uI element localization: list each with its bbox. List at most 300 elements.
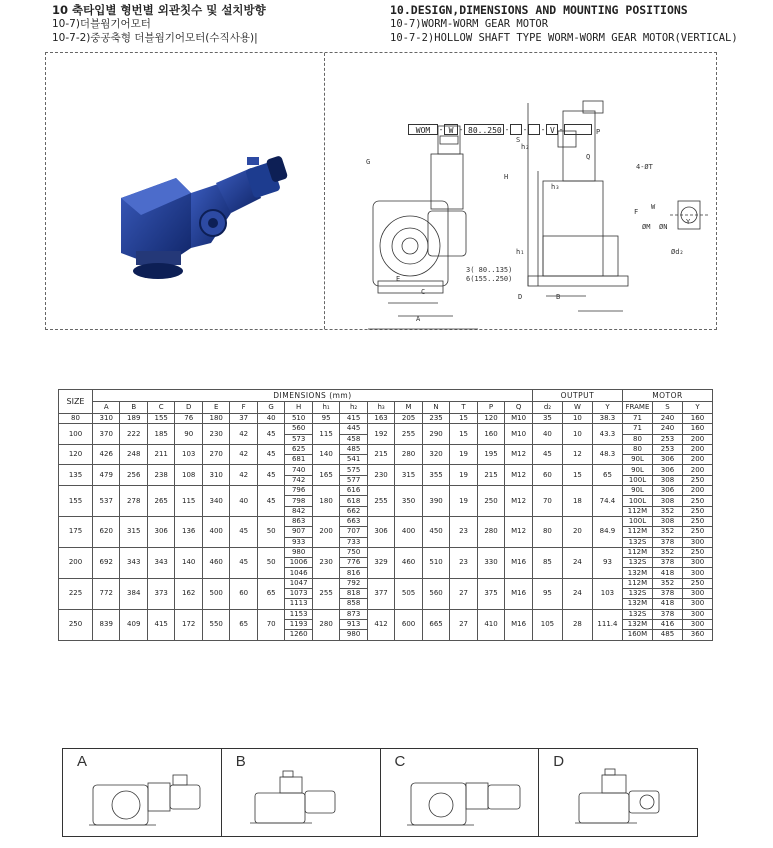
table-cell: 412 xyxy=(367,609,394,640)
mounting-position-c xyxy=(381,749,540,836)
table-cell: 84.9 xyxy=(592,516,622,547)
table-cell: 300 xyxy=(682,619,712,629)
table-cell: 384 xyxy=(120,578,147,609)
table-cell: 300 xyxy=(682,537,712,547)
table-cell: 15 xyxy=(562,465,592,486)
table-cell: 330 xyxy=(477,547,504,578)
code-blank-2 xyxy=(528,124,540,135)
table-cell: 863 xyxy=(285,516,312,526)
column-header: W xyxy=(562,402,592,414)
table-cell: 60 xyxy=(532,465,562,486)
subtitle-korean-2: 10-7-2)중공축형 더블웜기어모터(수직사용)| xyxy=(52,32,258,44)
table-cell: 205 xyxy=(395,414,422,424)
code-series: WOM xyxy=(408,124,438,135)
table-cell: 18 xyxy=(562,486,592,517)
table-cell: 95 xyxy=(312,414,339,424)
table-cell: 225 xyxy=(59,578,93,609)
table-cell: 10 xyxy=(562,424,592,445)
table-cell: 1073 xyxy=(285,589,312,599)
column-header: C xyxy=(147,402,174,414)
table-cell: 255 xyxy=(312,578,339,609)
table-cell: 23 xyxy=(450,516,477,547)
table-cell: 510 xyxy=(422,547,449,578)
mounting-label: A xyxy=(77,753,88,770)
table-cell: 90L xyxy=(622,486,652,496)
table-cell: 733 xyxy=(340,537,367,547)
table-cell: 200 xyxy=(59,547,93,578)
table-cell: 873 xyxy=(340,609,367,619)
size-header: SIZE xyxy=(59,390,93,414)
label-p: P xyxy=(596,128,601,136)
table-cell: 95 xyxy=(532,578,562,609)
table-cell: 70 xyxy=(532,486,562,517)
table-cell: 238 xyxy=(147,465,174,486)
table-cell: 479 xyxy=(93,465,120,486)
table-cell: 665 xyxy=(422,609,449,640)
label-e: E xyxy=(396,275,401,283)
table-cell: M16 xyxy=(505,578,533,609)
table-cell: 418 xyxy=(652,599,682,609)
mounting-label: D xyxy=(553,753,565,770)
table-cell: 707 xyxy=(340,527,367,537)
table-cell: 76 xyxy=(175,414,202,424)
label-y: Y xyxy=(686,218,691,226)
table-cell: 306 xyxy=(652,455,682,465)
table-cell: 378 xyxy=(652,589,682,599)
note-sizes-small: 3( 80..135) xyxy=(466,266,513,274)
table-cell: 839 xyxy=(93,609,120,640)
table-cell: 65 xyxy=(592,465,622,486)
table-cell: M10 xyxy=(505,414,533,424)
title-english: 10.DESIGN,DIMENSIONS AND MOUNTING POSITIONS xyxy=(390,3,688,17)
table-cell: 189 xyxy=(120,414,147,424)
table-cell: 625 xyxy=(285,444,312,454)
table-cell: 1006 xyxy=(285,558,312,568)
table-cell: 175 xyxy=(59,516,93,547)
table-cell: 12 xyxy=(562,444,592,465)
mounting-diagram xyxy=(399,763,539,833)
table-cell: 200 xyxy=(682,434,712,444)
label-n: ØN xyxy=(659,223,668,231)
table-cell: 65 xyxy=(230,609,257,640)
table-cell: 315 xyxy=(120,516,147,547)
table-cell: 458 xyxy=(340,434,367,444)
table-cell: 215 xyxy=(367,444,394,465)
label-h1: h₁ xyxy=(516,248,525,256)
table-cell: 1046 xyxy=(285,568,312,578)
table-cell: 230 xyxy=(367,465,394,486)
table-cell: 352 xyxy=(652,547,682,557)
table-cell: 253 xyxy=(652,434,682,444)
table-cell: 42 xyxy=(230,465,257,486)
column-header: F xyxy=(230,402,257,414)
table-cell: 250 xyxy=(477,486,504,517)
table-cell: 27 xyxy=(450,609,477,640)
table-cell: 343 xyxy=(120,547,147,578)
table-cell: 132S xyxy=(622,558,652,568)
table-cell: 140 xyxy=(312,444,339,465)
table-cell: 132M xyxy=(622,599,652,609)
table-cell: 250 xyxy=(682,527,712,537)
table-cell: 280 xyxy=(312,609,339,640)
table-cell: 798 xyxy=(285,496,312,506)
table-cell: 240 xyxy=(652,414,682,424)
table-cell: 37 xyxy=(230,414,257,424)
column-header: Y xyxy=(592,402,622,414)
table-cell: 1260 xyxy=(285,630,312,640)
table-cell: 360 xyxy=(682,630,712,640)
table-cell: 418 xyxy=(652,568,682,578)
table-cell: 28 xyxy=(562,609,592,640)
table-cell: 352 xyxy=(652,578,682,588)
code-mounting: V xyxy=(546,124,558,135)
table-cell: 378 xyxy=(652,558,682,568)
table-cell: 265 xyxy=(147,486,174,517)
table-cell: 250 xyxy=(682,578,712,588)
table-cell: 378 xyxy=(652,537,682,547)
table-cell: 662 xyxy=(340,506,367,516)
table-cell: 692 xyxy=(93,547,120,578)
column-header: h₂ xyxy=(340,402,367,414)
table-cell: M10 xyxy=(505,424,533,445)
table-cell: 300 xyxy=(682,589,712,599)
column-header: Y xyxy=(682,402,712,414)
code-size: 80..250 xyxy=(464,124,504,135)
mounting-position-b xyxy=(222,749,381,836)
table-cell: 136 xyxy=(175,516,202,547)
table-cell: 255 xyxy=(367,486,394,517)
table-cell: 415 xyxy=(340,414,367,424)
table-cell: 460 xyxy=(202,547,229,578)
dimensions-header: DIMENSIONS (mm) xyxy=(93,390,533,402)
title-korean: 10 축타입별 형번별 외관칫수 및 설치방향 xyxy=(52,3,266,17)
table-cell: 85 xyxy=(532,547,562,578)
table-cell: 370 xyxy=(93,424,120,445)
table-cell: 550 xyxy=(202,609,229,640)
table-cell: 300 xyxy=(682,599,712,609)
table-cell: 485 xyxy=(340,444,367,454)
table-cell: 250 xyxy=(682,516,712,526)
table-cell: 112M xyxy=(622,506,652,516)
table-cell: 200 xyxy=(682,465,712,475)
table-cell: 43.3 xyxy=(592,424,622,445)
table-row xyxy=(59,516,713,526)
table-cell: 48.3 xyxy=(592,444,622,465)
column-header: G xyxy=(257,402,284,414)
table-cell: 24 xyxy=(562,578,592,609)
table-cell: 250 xyxy=(59,609,93,640)
dimensions-table xyxy=(58,389,713,641)
table-cell: 270 xyxy=(202,444,229,465)
table-cell: 907 xyxy=(285,527,312,537)
table-cell: 160 xyxy=(682,424,712,434)
table-cell: 172 xyxy=(175,609,202,640)
subtitle-korean-1: 10-7)더블웜기어모터 xyxy=(52,18,151,30)
label-w: W xyxy=(651,203,656,211)
column-header: Q xyxy=(505,402,533,414)
table-cell: 913 xyxy=(340,619,367,629)
table-cell: 426 xyxy=(93,444,120,465)
table-cell: 120 xyxy=(59,444,93,465)
table-cell: 90 xyxy=(175,424,202,445)
column-header: d₂ xyxy=(532,402,562,414)
table-row xyxy=(59,547,713,557)
table-cell: 80 xyxy=(622,444,652,454)
header-korean xyxy=(52,3,266,45)
label-d2: Ød₂ xyxy=(671,248,684,256)
table-cell: 308 xyxy=(652,516,682,526)
table-cell: 45 xyxy=(257,486,284,517)
header-english xyxy=(390,3,738,45)
table-cell: 180 xyxy=(202,414,229,424)
table-cell: 1153 xyxy=(285,609,312,619)
column-header: FRAME xyxy=(622,402,652,414)
mounting-position-a xyxy=(63,749,222,836)
table-cell: 100L xyxy=(622,516,652,526)
table-cell: 300 xyxy=(682,609,712,619)
column-header: P xyxy=(477,402,504,414)
table-cell: 185 xyxy=(147,424,174,445)
table-cell: 155 xyxy=(59,486,93,517)
table-cell: 230 xyxy=(312,547,339,578)
table-cell: 50 xyxy=(257,547,284,578)
table-cell: 90L xyxy=(622,455,652,465)
table-cell: 340 xyxy=(202,486,229,517)
table-cell: 155 xyxy=(147,414,174,424)
table-cell: 112M xyxy=(622,578,652,588)
table-cell: 215 xyxy=(477,465,504,486)
table-cell: 250 xyxy=(682,506,712,516)
label-d: D xyxy=(518,293,523,301)
table-cell: 663 xyxy=(340,516,367,526)
table-cell: 410 xyxy=(477,609,504,640)
table-cell: 71 xyxy=(622,424,652,434)
table-cell: M12 xyxy=(505,486,533,517)
column-header: h₁ xyxy=(312,402,339,414)
table-cell: 132S xyxy=(622,537,652,547)
output-header: OUTPUT xyxy=(532,390,622,402)
table-cell: 818 xyxy=(340,589,367,599)
table-cell: 50 xyxy=(257,516,284,547)
table-cell: 40 xyxy=(257,414,284,424)
column-header: H xyxy=(285,402,312,414)
label-h3: h₃ xyxy=(551,183,560,191)
table-cell: 235 xyxy=(422,414,449,424)
table-cell: 248 xyxy=(120,444,147,465)
motor-header: MOTOR xyxy=(622,390,712,402)
table-cell: 211 xyxy=(147,444,174,465)
table-cell: 160M xyxy=(622,630,652,640)
table-cell: 200 xyxy=(682,455,712,465)
table-cell: 93 xyxy=(592,547,622,578)
table-cell: 192 xyxy=(367,424,394,445)
table-cell: 306 xyxy=(147,516,174,547)
table-cell: 108 xyxy=(175,465,202,486)
table-cell: 740 xyxy=(285,465,312,475)
label-m: ØM xyxy=(642,223,651,231)
table-cell: 278 xyxy=(120,486,147,517)
table-cell: 103 xyxy=(175,444,202,465)
table-cell: M16 xyxy=(505,547,533,578)
mounting-diagram xyxy=(557,763,697,833)
table-cell: 132S xyxy=(622,609,652,619)
table-cell: 132M xyxy=(622,619,652,629)
table-cell: 450 xyxy=(422,516,449,547)
table-row xyxy=(59,465,713,475)
column-header: A xyxy=(93,402,120,414)
model-code: WOM - W - 80..250 - - - V - xyxy=(408,123,592,136)
label-f: F xyxy=(634,208,639,216)
figure-panel xyxy=(45,52,717,330)
table-cell: 537 xyxy=(93,486,120,517)
table-cell: 200 xyxy=(682,486,712,496)
label-s: S xyxy=(516,136,521,144)
table-cell: 112M xyxy=(622,527,652,537)
table-cell: 19 xyxy=(450,486,477,517)
table-cell: 256 xyxy=(120,465,147,486)
table-cell: 373 xyxy=(147,578,174,609)
table-cell: 416 xyxy=(652,619,682,629)
table-cell: M16 xyxy=(505,609,533,640)
table-cell: 71 xyxy=(622,414,652,424)
note-sizes-large: 6(155..250) xyxy=(466,275,513,283)
table-cell: 160 xyxy=(477,424,504,445)
column-header: E xyxy=(202,402,229,414)
table-cell: 620 xyxy=(93,516,120,547)
table-cell: 253 xyxy=(652,444,682,454)
table-cell: 115 xyxy=(312,424,339,445)
table-cell: 772 xyxy=(93,578,120,609)
table-cell: 445 xyxy=(340,424,367,434)
table-cell: 45 xyxy=(230,547,257,578)
table-cell: 19 xyxy=(450,465,477,486)
table-cell: 980 xyxy=(340,630,367,640)
table-cell: 390 xyxy=(422,486,449,517)
table-cell: 980 xyxy=(285,547,312,557)
table-cell: 80 xyxy=(59,414,93,424)
code-type: W xyxy=(444,124,458,135)
table-cell: 343 xyxy=(147,547,174,578)
table-cell: 308 xyxy=(652,496,682,506)
table-cell: 200 xyxy=(682,444,712,454)
table-cell: 103 xyxy=(592,578,622,609)
table-cell: 378 xyxy=(652,609,682,619)
label-h2: h₂ xyxy=(521,143,530,151)
table-cell: 681 xyxy=(285,455,312,465)
table-cell: 160 xyxy=(682,414,712,424)
code-blank-3 xyxy=(564,124,592,135)
table-row xyxy=(59,578,713,588)
table-cell: 40 xyxy=(532,424,562,445)
table-cell: 409 xyxy=(120,609,147,640)
table-cell: 15 xyxy=(450,414,477,424)
label-q: Q xyxy=(586,153,591,161)
table-cell: 400 xyxy=(202,516,229,547)
table-cell: 577 xyxy=(340,475,367,485)
table-cell: 300 xyxy=(682,568,712,578)
table-cell: 500 xyxy=(202,578,229,609)
table-cell: 100L xyxy=(622,496,652,506)
table-cell: 750 xyxy=(340,547,367,557)
table-cell: 485 xyxy=(652,630,682,640)
table-cell: 40 xyxy=(230,486,257,517)
table-cell: 90L xyxy=(622,465,652,475)
table-cell: 132M xyxy=(622,568,652,578)
label-c: C xyxy=(421,288,426,296)
column-header-row xyxy=(59,402,713,414)
table-cell: 510 xyxy=(285,414,312,424)
table-cell: 45 xyxy=(257,465,284,486)
table-cell: 200 xyxy=(312,516,339,547)
table-cell: 140 xyxy=(175,547,202,578)
table-cell: 24 xyxy=(562,547,592,578)
table-cell: 816 xyxy=(340,568,367,578)
table-cell: 310 xyxy=(93,414,120,424)
table-cell: 45 xyxy=(257,444,284,465)
table-cell: 23 xyxy=(450,547,477,578)
table-cell: 300 xyxy=(682,558,712,568)
table-cell: 250 xyxy=(682,547,712,557)
table-cell: 65 xyxy=(257,578,284,609)
table-cell: 100 xyxy=(59,424,93,445)
table-cell: 306 xyxy=(367,516,394,547)
table-cell: 306 xyxy=(652,465,682,475)
label-g: G xyxy=(366,158,371,166)
table-cell: 310 xyxy=(202,465,229,486)
table-row xyxy=(59,424,713,434)
table-cell: 600 xyxy=(395,609,422,640)
table-cell: 933 xyxy=(285,537,312,547)
table-cell: 162 xyxy=(175,578,202,609)
table-cell: 329 xyxy=(367,547,394,578)
gear-motor-photo xyxy=(101,153,301,293)
mounting-label: B xyxy=(235,753,246,770)
table-cell: M12 xyxy=(505,465,533,486)
table-cell: 1193 xyxy=(285,619,312,629)
table-cell: 355 xyxy=(422,465,449,486)
table-cell: 415 xyxy=(147,609,174,640)
table-cell: 165 xyxy=(312,465,339,486)
table-cell: 120 xyxy=(477,414,504,424)
table-cell: M12 xyxy=(505,444,533,465)
figure-divider xyxy=(324,53,325,329)
table-cell: 858 xyxy=(340,599,367,609)
table-row xyxy=(59,444,713,454)
table-cell: 195 xyxy=(477,444,504,465)
table-cell: 42 xyxy=(230,424,257,445)
label-b: B xyxy=(556,293,561,301)
dimensions-table-body xyxy=(59,414,713,641)
table-cell: 280 xyxy=(477,516,504,547)
table-cell: 15 xyxy=(450,424,477,445)
table-cell: 505 xyxy=(395,578,422,609)
table-cell: 45 xyxy=(532,444,562,465)
subtitle-english-1: 10-7)WORM-WORM GEAR MOTOR xyxy=(390,18,549,30)
table-cell: 842 xyxy=(285,506,312,516)
table-cell: 573 xyxy=(285,434,312,444)
table-cell: 290 xyxy=(422,424,449,445)
table-cell: 460 xyxy=(395,547,422,578)
table-cell: 352 xyxy=(652,506,682,516)
table-cell: 230 xyxy=(202,424,229,445)
table-cell: 575 xyxy=(340,465,367,475)
label-h: H xyxy=(504,173,509,181)
table-cell: 132S xyxy=(622,589,652,599)
table-cell: 306 xyxy=(652,486,682,496)
table-row xyxy=(59,414,713,424)
table-cell: 80 xyxy=(622,434,652,444)
table-cell: 45 xyxy=(257,424,284,445)
